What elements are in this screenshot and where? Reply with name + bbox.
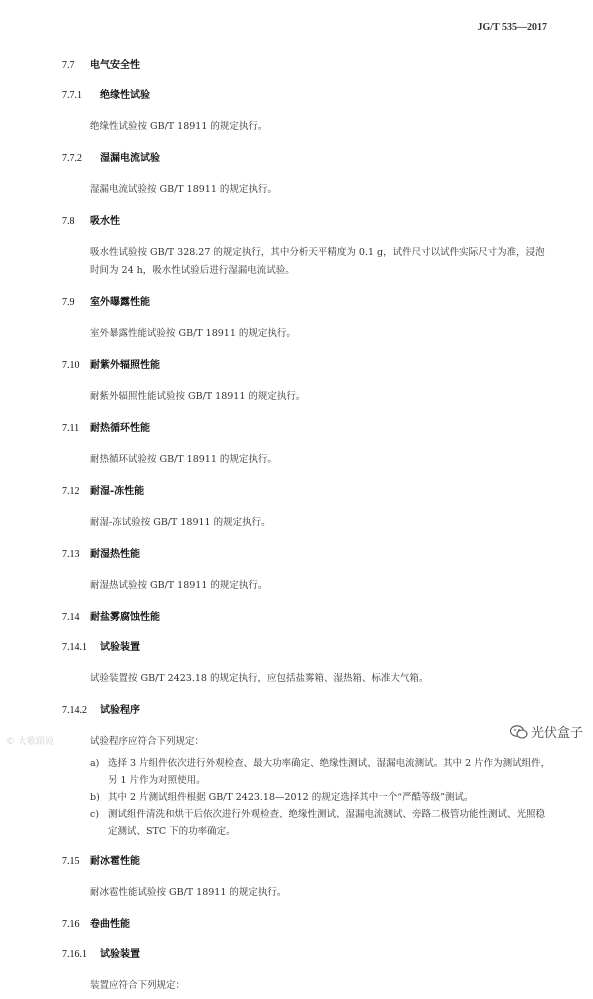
list-item xyxy=(62,789,552,806)
list-item-text: 其中 2 片测试组件根据 GB/T 2423.18—2012 的规定选择其中一个“严酷等级”测试。 xyxy=(108,792,474,803)
section-heading xyxy=(62,295,552,311)
section-heading xyxy=(62,58,552,74)
section-number: 7.13 xyxy=(62,549,80,560)
paragraph: 室外暴露性能试验按 GB/T 18911 的规定执行。 xyxy=(90,328,296,339)
section-number: 7.16.1 xyxy=(62,949,87,960)
list-item xyxy=(62,806,552,840)
section-title: 卷曲性能 xyxy=(90,919,130,930)
section-title: 试验程序 xyxy=(100,705,140,716)
paragraph: 装置应符合下列规定： xyxy=(90,980,186,991)
section-number: 7.16 xyxy=(62,919,80,930)
section-number: 7.7.2 xyxy=(62,153,82,164)
section-number: 7.8 xyxy=(62,216,75,227)
section-number: 7.7 xyxy=(62,60,75,71)
section-heading xyxy=(62,151,552,167)
section-heading xyxy=(62,917,552,933)
list-item xyxy=(62,755,552,789)
section-heading xyxy=(62,854,552,870)
document-body xyxy=(62,58,552,999)
section-number: 7.11 xyxy=(62,423,80,434)
watermark-left: © 大歌蹈说 xyxy=(6,737,54,747)
paragraph: 试验装置按 GB/T 2423.18 的规定执行，应包括盐雾箱、湿热箱、标准大气箱。 xyxy=(90,673,429,684)
section-number: 7.12 xyxy=(62,486,80,497)
paragraph: 湿漏电流试验按 GB/T 18911 的规定执行。 xyxy=(90,184,277,195)
section-title: 电气安全性 xyxy=(90,60,140,71)
list-item-text: 选择 3 片组件依次进行外观检查、最大功率确定、绝缘性测试、湿漏电流测试。其中 2 片作为测试组件，另 1 片作为对照使用。 xyxy=(108,758,551,786)
paragraph: 试验程序应符合下列规定： xyxy=(90,736,205,747)
section-number: 7.14.2 xyxy=(62,705,87,716)
section-heading xyxy=(62,547,552,563)
paragraph: 耐热循环试验按 GB/T 18911 的规定执行。 xyxy=(90,454,277,465)
section-title: 湿漏电流试验 xyxy=(100,153,160,164)
section-heading xyxy=(62,421,552,437)
watermark-brand xyxy=(510,722,583,741)
section-heading xyxy=(62,610,552,626)
list-marker: b) xyxy=(90,792,100,803)
section-number: 7.14.1 xyxy=(62,642,87,653)
list-item-text: 测试组件清洗和烘干后依次进行外观检查、绝缘性测试、湿漏电流测试、旁路二极管功能性测试、光照稳定测试、STC 下的功率确定。 xyxy=(108,809,546,837)
section-title: 耐湿-冻性能 xyxy=(90,486,145,497)
section-number: 7.7.1 xyxy=(62,90,82,101)
section-title: 试验装置 xyxy=(100,949,140,960)
section-title: 室外曝露性能 xyxy=(90,297,150,308)
section-heading xyxy=(62,88,552,104)
section-number: 7.9 xyxy=(62,297,75,308)
section-heading xyxy=(62,947,552,963)
paragraph: 耐冰雹性能试验按 GB/T 18911 的规定执行。 xyxy=(90,887,287,898)
section-number: 7.14 xyxy=(62,612,80,623)
section-heading xyxy=(62,484,552,500)
paragraph: 耐湿热试验按 GB/T 18911 的规定执行。 xyxy=(90,580,268,591)
section-heading xyxy=(62,214,552,230)
section-title: 绝缘性试验 xyxy=(100,90,150,101)
section-title: 耐紫外辐照性能 xyxy=(90,360,160,371)
paragraph: 吸水性试验按 GB/T 328.27 的规定执行，其中分析天平精度为 0.1 g，试件尺寸以试件实际尺寸为准，浸泡时间为 24 h，吸水性试验后进行湿漏电流试验。 xyxy=(90,247,545,276)
list-marker: a) xyxy=(90,758,100,769)
watermark-brand-text: 光伏盒子 xyxy=(530,726,583,741)
section-heading xyxy=(62,640,552,656)
section-title: 耐冰雹性能 xyxy=(90,856,140,867)
section-title: 耐湿热性能 xyxy=(90,549,140,560)
wechat-icon xyxy=(510,725,528,739)
section-title: 试验装置 xyxy=(100,642,140,653)
paragraph: 耐湿-冻试验按 GB/T 18911 的规定执行。 xyxy=(90,517,271,528)
section-number: 7.10 xyxy=(62,360,80,371)
standard-code: JG/T 535—2017 xyxy=(477,22,547,33)
paragraph: 耐紫外辐照性能试验按 GB/T 18911 的规定执行。 xyxy=(90,391,306,402)
section-title: 吸水性 xyxy=(90,216,120,227)
section-title: 耐盐雾腐蚀性能 xyxy=(90,612,160,623)
section-heading xyxy=(62,358,552,374)
list-marker: c) xyxy=(90,809,100,820)
paragraph: 绝缘性试验按 GB/T 18911 的规定执行。 xyxy=(90,121,268,132)
section-number: 7.15 xyxy=(62,856,80,867)
section-heading xyxy=(62,703,552,719)
section-title: 耐热循环性能 xyxy=(90,423,150,434)
